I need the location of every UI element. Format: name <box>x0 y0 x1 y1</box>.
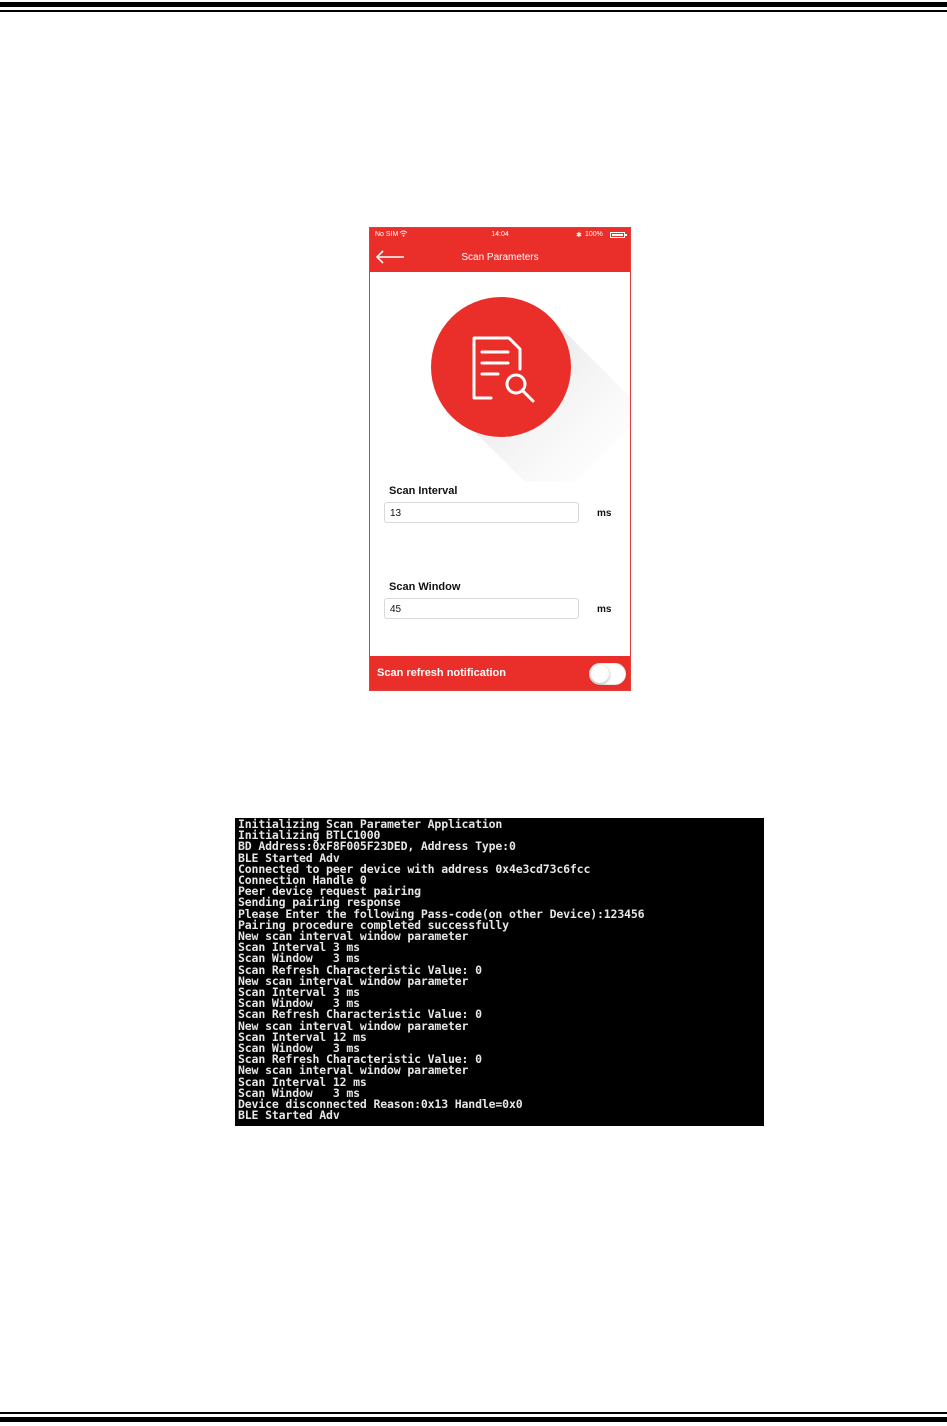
hero-circle <box>431 297 571 437</box>
console-cursor-line <box>238 1121 764 1126</box>
hero-illustration <box>370 272 631 482</box>
console-line: Scan Window 3 ms <box>238 996 360 1011</box>
console-line: Connection Handle 0 <box>238 873 367 888</box>
console-line: BD Address:0xF8F005F23DED, Address Type:0 <box>238 839 516 854</box>
bottom-rule-thick <box>0 1417 947 1422</box>
console-line: Scan Interval 12 ms <box>238 1074 367 1089</box>
console-line: Scan Interval 3 ms <box>238 940 360 955</box>
top-rule-thick <box>0 2 947 7</box>
console-line: Scan Refresh Characteristic Value: 0 <box>238 962 482 977</box>
console-line: Connected to peer device with address 0x4e3cd73c6fcc <box>238 861 591 876</box>
console-line: Sending pairing response <box>238 895 401 910</box>
scan-refresh-bar <box>370 656 630 691</box>
battery-percentage: 100% <box>585 231 603 238</box>
scan-window-unit: ms <box>597 604 612 615</box>
scan-refresh-label: Scan refresh notification <box>377 667 506 679</box>
bottom-rule-thin <box>0 1412 947 1414</box>
phone-screenshot <box>369 227 631 691</box>
scan-interval-unit: ms <box>597 508 612 519</box>
status-bar <box>370 228 630 242</box>
console-line: New scan interval window parameter <box>238 1063 469 1078</box>
scan-interval-input[interactable]: 13 <box>384 502 579 523</box>
console-line: Scan Interval 3 ms <box>238 985 360 1000</box>
top-rule-thin <box>0 10 947 12</box>
console-line: Scan Window 3 ms <box>238 1085 360 1100</box>
console-line: Pairing procedure completed successfully <box>238 917 509 932</box>
console-line: Device disconnected Reason:0x13 Handle=0x0 <box>238 1097 523 1112</box>
bluetooth-icon: ✱ <box>576 232 582 239</box>
page-title: Scan Parameters <box>461 252 539 263</box>
console-line: New scan interval window parameter <box>238 929 469 944</box>
console-line: New scan interval window parameter <box>238 973 469 988</box>
console-line: Scan Window 3 ms <box>238 951 360 966</box>
scan-window-label: Scan Window <box>389 581 461 593</box>
scan-refresh-toggle[interactable] <box>589 663 626 685</box>
console-line: Scan Refresh Characteristic Value: 0 <box>238 1007 482 1022</box>
console-line: BLE Started Adv <box>238 850 340 865</box>
console-line: New scan interval window parameter <box>238 1018 469 1033</box>
carrier-label: No SIM <box>375 231 399 238</box>
app-header <box>370 228 630 272</box>
scan-interval-label: Scan Interval <box>389 485 458 497</box>
console-line: Please Enter the following Pass-code(on other Device):123456 <box>238 906 645 921</box>
toggle-knob <box>591 665 609 683</box>
scan-window-input[interactable]: 45 <box>384 598 579 619</box>
status-time: 14:04 <box>491 231 509 238</box>
battery-icon <box>610 232 625 238</box>
console-line: BLE Started Adv <box>238 1108 340 1123</box>
console-line: Scan Refresh Characteristic Value: 0 <box>238 1052 482 1067</box>
console-line: Initializing BTLC1000 <box>238 828 381 843</box>
console-line: Peer device request pairing <box>238 884 421 899</box>
console-line: Initializing Scan Parameter Application <box>238 818 503 831</box>
console-line: Scan Interval 12 ms <box>238 1029 367 1044</box>
terminal-output <box>235 818 764 1126</box>
console-line: Scan Window 3 ms <box>238 1041 360 1056</box>
